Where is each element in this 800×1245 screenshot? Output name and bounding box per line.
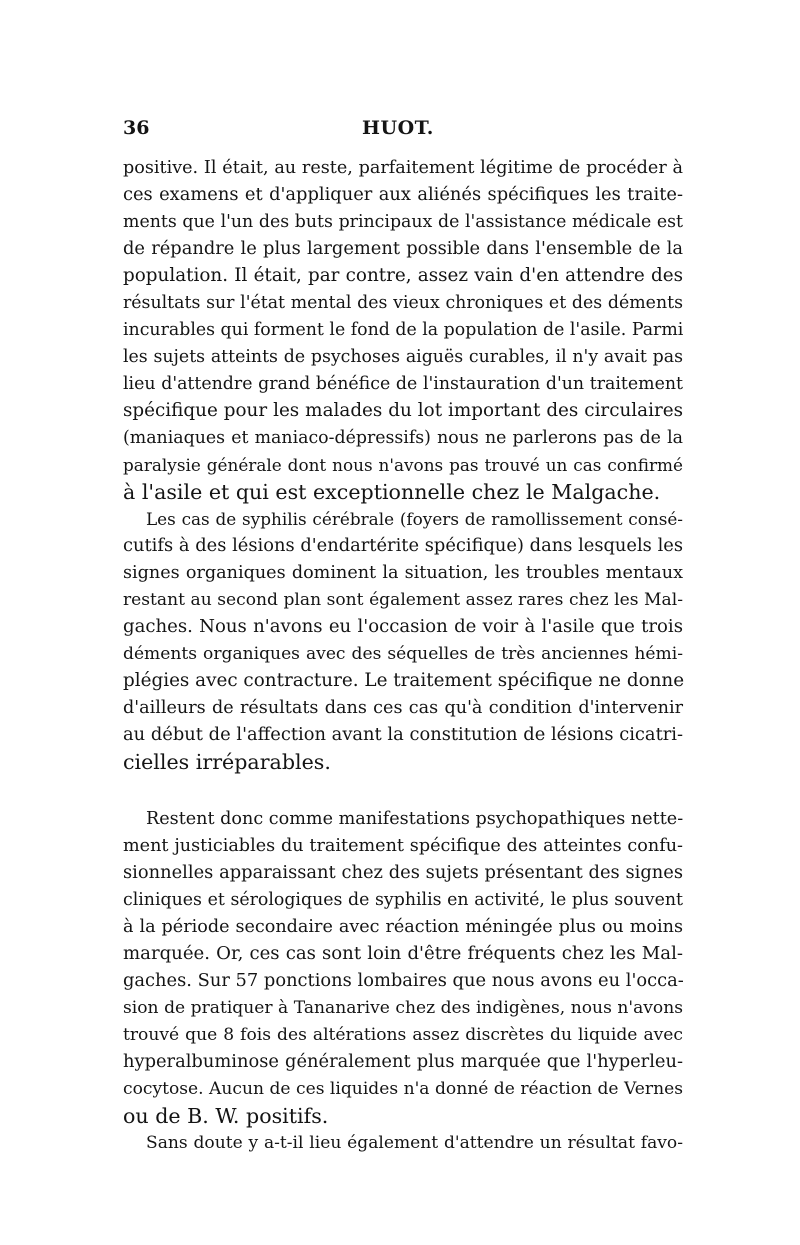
text-line: résultats sur l'état mental des vieux chroniques et des déments [123,293,683,313]
text-line: plégies avec contracture. Le traitement spécifique ne donne [123,670,685,691]
text-line: au début de l'affection avant la constitution de lésions cicatri- [123,724,683,745]
text-line: ments que l'un des buts principaux de l'assistance médicale est [123,212,683,232]
text-line: cutifs à des lésions d'endartérite spécifique) dans lesquels les [123,535,683,556]
text-line: paralysie générale dont nous n'avons pas trouvé un cas confirmé [123,455,683,475]
text-line: ces examens et d'appliquer aux aliénés spécifiques les traite- [123,184,683,205]
text-line: les sujets atteints de psychoses aiguës curables, il n'y avait pas [123,347,683,367]
text-line: d'ailleurs de résultats dans ces cas qu'à condition d'intervenir [123,698,683,718]
text-line: signes organiques dominent la situation, les troubles mentaux [123,563,683,583]
text-line: gaches. Nous n'avons eu l'occasion de voir à l'asile que trois [123,616,683,637]
text-line: restant au second plan sont également assez rares chez les Mal- [123,590,683,610]
text-line: Sans doute y a-t-il lieu également d'attendre un résultat favo- [146,1133,683,1153]
text-line: gaches. Sur 57 ponctions lombaires que nous avons eu l'occa- [123,970,684,991]
text-line: lieu d'attendre grand bénéfice de l'instauration d'un traitement [123,374,683,394]
text-line: Restent donc comme manifestations psychopathiques nette- [146,809,684,829]
text-line: cielles irréparables. [123,750,331,774]
text-line: à la période secondaire avec réaction méningée plus ou moins [123,917,683,937]
text-line: sion de pratiquer à Tananarive chez des indigènes, nous n'avons [123,998,683,1018]
text-line: population. Il était, par contre, assez vain d'en attendre des [123,265,683,286]
page-header [123,117,683,147]
text-line: ou de B. W. positifs. [123,1104,329,1128]
text-line: de répandre le plus largement possible dans l'ensemble de la [123,238,683,259]
text-line: à l'asile et qui est exceptionnelle chez le Malgache. [123,480,661,504]
page-number: 36 [123,117,150,139]
text-line: cliniques et sérologiques de syphilis en activité, le plus souvent [123,890,683,910]
text-line: sionnelles apparaissant chez des sujets présentant des signes [123,862,683,883]
text-line: Les cas de syphilis cérébrale (foyers de ramollissement consé- [146,509,683,529]
text-line: ment justiciables du traitement spécifique des atteintes confu- [123,836,683,856]
text-line: spécifique pour les malades du lot important des circulaires [123,400,683,421]
text-line: positive. Il était, au reste, parfaitement légitime de procéder à [123,158,683,178]
text-line: incurables qui forment le fond de la population de l'asile. Parmi [123,320,684,340]
text-line: déments organiques avec des séquelles de très anciennes hémi- [123,644,683,664]
running-head: HUOT. [362,117,434,139]
text-line: marquée. Or, ces cas sont loin d'être fréquents chez les Mal- [123,943,683,964]
text-line: trouvé que 8 fois des altérations assez discrètes du liquide avec [123,1025,683,1045]
text-line: cocytose. Aucun de ces liquides n'a donné de réaction de Vernes [123,1079,683,1099]
text-line: (maniaques et maniaco-dépressifs) nous ne parlerons pas de la [123,428,683,448]
text-line: hyperalbuminose généralement plus marquée que l'hyperleu- [123,1051,683,1072]
